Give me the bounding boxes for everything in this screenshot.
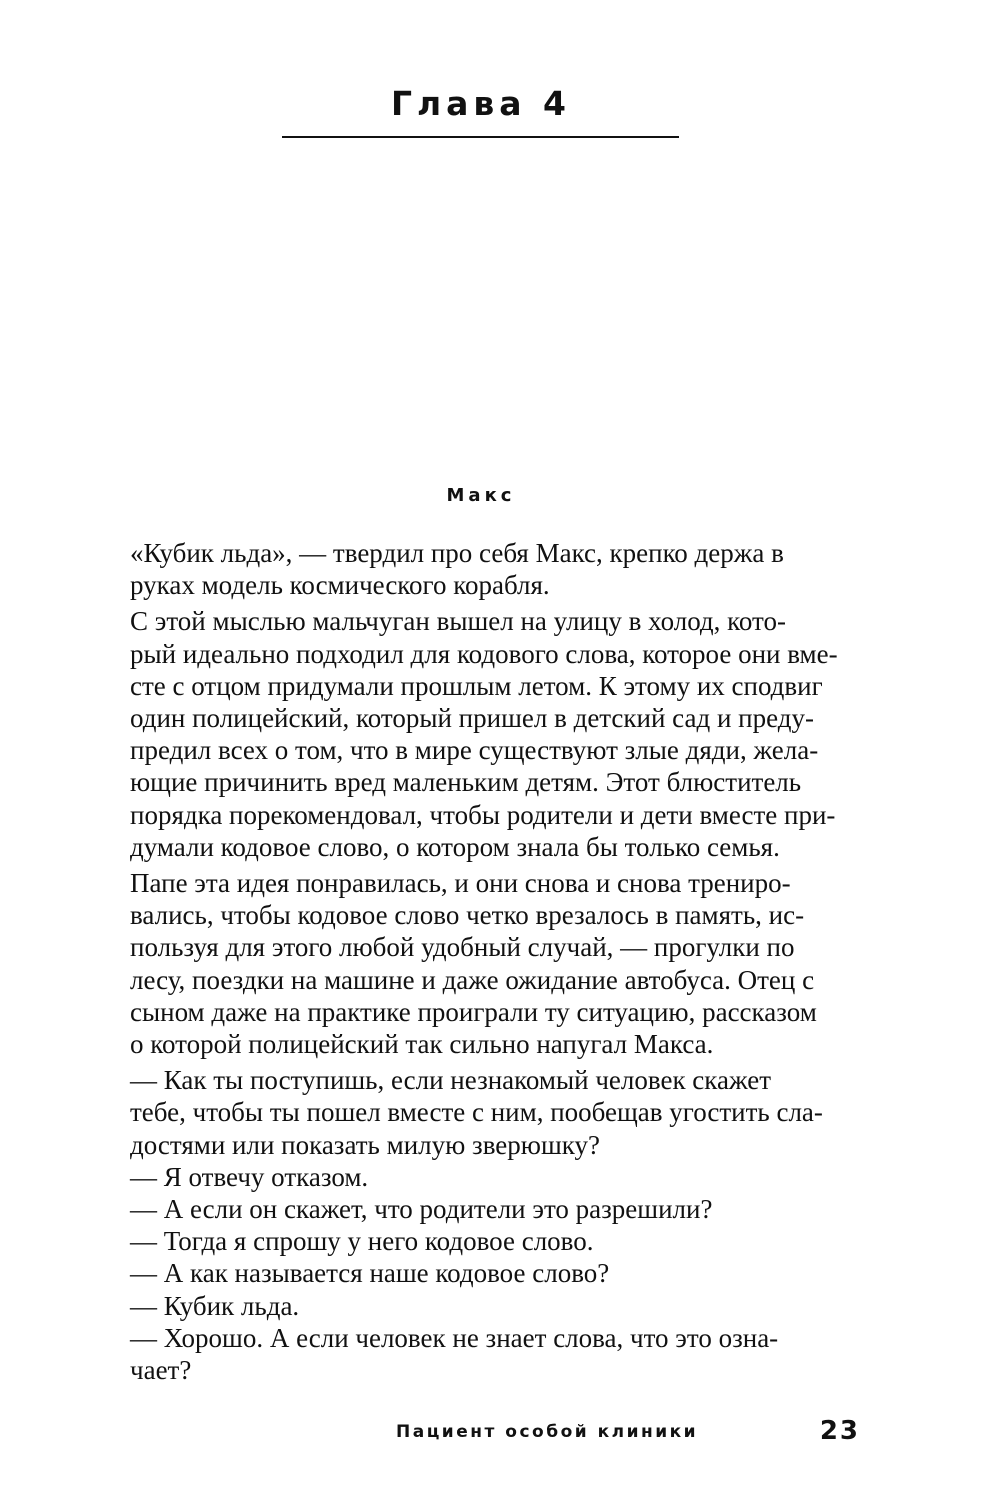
dialogue-line: — Я отвечу отказом. [130,1161,369,1192]
dialogue-line: — Хорошо. А если человек не знает слова, что это озна- чает? [130,1322,779,1386]
dialogue-line: — Тогда я спрошу у него кодовое слово. [130,1226,594,1257]
dialogue-line: — А если он скажет, что родители это разрешили? [130,1194,713,1225]
dialogue-line: — А как называется наше кодовое слово? [130,1258,610,1289]
page-number: 23 [819,1416,860,1446]
running-title: Пациент особой клиники [396,1422,699,1442]
paragraph: Папе эта идея понравилась, и они снова и снова трениро- вались, чтобы кодовое слово четко врезалось в память, ис- пользуя для этого любой удобный случай, — прогулки по лесу, поездки на машине и даже ожидание автобуса. Отец с сыном даже на практике проиграли ту ситуацию, рассказом о которой полицейский так сильно напугал Макса. [130,868,817,1060]
chapter-divider [282,136,679,138]
paragraph: С этой мыслью мальчуган вышел на улицу в холод, кото- рый идеально подходил для кодового слова, которое они вме- сте с отцом придумали прошлым летом. К этому их сподвиг один полицейский, который пришел в детский сад и преду- предил всех о том, что в мире существуют злые дяди, жела- ющие причинить вред маленьким детям. Этот блюститель порядка порекомендовал, чтобы родители и дети вместе при- думали кодовое слово, о котором знала бы только семья. [130,606,838,862]
paragraph: «Кубик льда», — твердил про себя Макс, крепко держа в руках модель космического корабля. [130,538,784,601]
page-footer [396,1418,860,1452]
section-heading: Макс [446,485,516,506]
dialogue-line: — Кубик льда. [130,1290,300,1321]
body-text [130,537,860,1386]
dialogue-line: — Как ты поступишь, если незнакомый человек скажет тебе, чтобы ты пошел вместе с ним, пообещав угостить сла- достями или показать милую зверюшку? [130,1065,823,1160]
chapter-title: Глава 4 [390,84,572,123]
